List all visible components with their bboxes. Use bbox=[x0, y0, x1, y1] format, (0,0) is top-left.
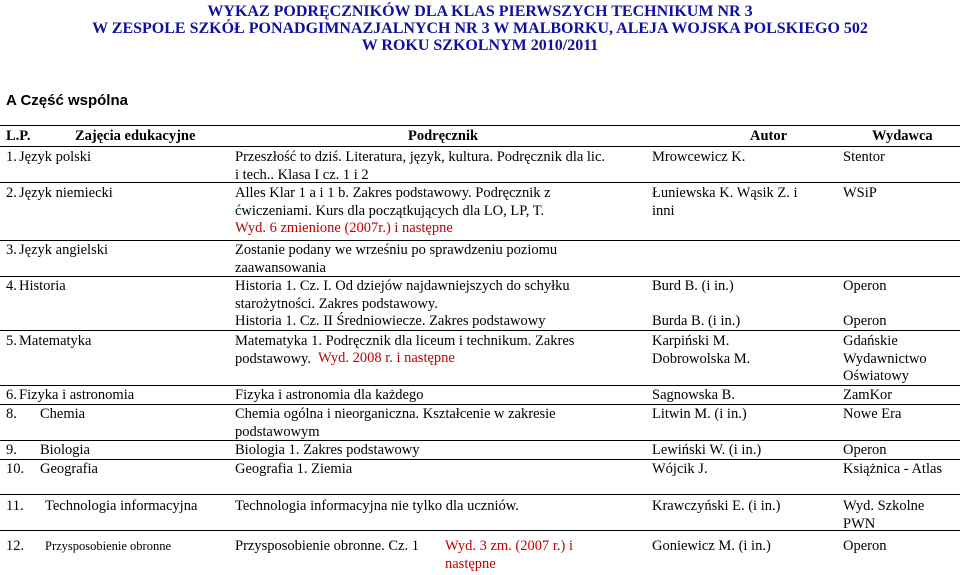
header-author: Autor bbox=[750, 128, 788, 144]
cell-book-edition: Wyd. 3 zm. (2007 r.) i następne bbox=[445, 538, 573, 572]
cell-subject: Przysposobienie obronne bbox=[45, 539, 172, 553]
cell-author: Litwin M. (i in.) bbox=[652, 406, 747, 422]
cell-publisher: Wyd. Szkolne PWN bbox=[843, 498, 925, 532]
table-rule bbox=[0, 530, 960, 531]
table-rule bbox=[0, 404, 960, 405]
cell-book-edition: Wyd. 2008 r. i następne bbox=[318, 350, 455, 366]
cell-author: Sagnowska B. bbox=[652, 387, 735, 403]
cell-author: Krawczyński E. (i in.) bbox=[652, 498, 781, 514]
cell-lp: 3. bbox=[6, 242, 17, 258]
cell-lp: 2. bbox=[6, 185, 17, 201]
cell-lp: 11. bbox=[6, 498, 24, 514]
cell-publisher: WSiP bbox=[843, 185, 877, 201]
cell-author: Goniewicz M. (i in.) bbox=[652, 538, 771, 554]
cell-publisher: Stentor bbox=[843, 149, 885, 165]
cell-author: Lewiński W. (i in.) bbox=[652, 442, 762, 458]
cell-subject: Historia bbox=[19, 278, 66, 294]
cell-book: Matematyka 1. Podręcznik dla liceum i technikum. Zakres podstawowy. bbox=[235, 333, 575, 367]
cell-book: Geografia 1. Ziemia bbox=[235, 461, 353, 477]
cell-subject: Język polski bbox=[19, 149, 92, 165]
cell-book: Chemia ogólna i nieorganiczna. Kształcenie w zakresie podstawowym bbox=[235, 406, 556, 440]
cell-book: Historia 1. Cz. I. Od dziejów najdawniejszych do schyłku starożytności. Zakres podstawowy. Historia 1. Cz. II Średniowiecze. Zakres podstawowy bbox=[235, 278, 570, 329]
cell-lp: 1. bbox=[6, 149, 17, 165]
cell-author: Łuniewska K. Wąsik Z. i inni bbox=[652, 185, 798, 219]
header-book: Podręcznik bbox=[408, 128, 479, 144]
cell-subject: Technologia informacyjna bbox=[45, 498, 198, 514]
cell-author: Mrowcewicz K. bbox=[652, 149, 746, 165]
cell-subject: Biologia bbox=[40, 442, 90, 458]
cell-publisher: Operon bbox=[843, 538, 887, 554]
cell-lp: 12. bbox=[6, 538, 25, 554]
cell-book: Przysposobienie obronne. Cz. 1 bbox=[235, 538, 420, 554]
cell-author: Karpiński M. Dobrowolska M. bbox=[652, 333, 751, 367]
cell-publisher: Operon Operon bbox=[843, 278, 887, 329]
cell-subject: Język angielski bbox=[19, 242, 108, 258]
table-rule bbox=[0, 459, 960, 460]
header-publisher: Wydawca bbox=[872, 128, 933, 144]
cell-publisher: Gdańskie Wydawnictwo Oświatowy bbox=[843, 333, 927, 384]
table-rule bbox=[0, 385, 960, 386]
cell-lp: 6. bbox=[6, 387, 17, 403]
document-title-line-1: WYKAZ PODRĘCZNIKÓW DLA KLAS PIERWSZYCH TECHNIKUM NR 3 bbox=[207, 3, 753, 20]
section-heading: A Część wspólna bbox=[6, 92, 128, 109]
cell-subject: Geografia bbox=[40, 461, 98, 477]
cell-book-edition: Wyd. 6 zmienione (2007r.) i następne bbox=[235, 220, 453, 236]
cell-author: Burd B. (i in.) Burda B. (i in.) bbox=[652, 278, 741, 329]
document-title-line-3: W ROKU SZKOLNYM 2010/2011 bbox=[361, 37, 599, 54]
cell-book: Alles Klar 1 a i 1 b. Zakres podstawowy. Podręcznik z ćwiczeniami. Kurs dla początkujących dla LO, LP, T. bbox=[235, 185, 551, 219]
cell-book: Zostanie podany we wrześniu po sprawdzeniu poziomu zaawansowania bbox=[235, 242, 558, 276]
header-lp: L.P. bbox=[6, 128, 31, 144]
cell-lp: 9. bbox=[6, 442, 17, 458]
cell-subject: Fizyka i astronomia bbox=[19, 387, 135, 403]
cell-publisher: Książnica - Atlas bbox=[843, 461, 943, 477]
cell-lp: 4. bbox=[6, 278, 17, 294]
cell-publisher: Operon bbox=[843, 442, 887, 458]
cell-subject: Chemia bbox=[40, 406, 86, 422]
cell-lp: 8. bbox=[6, 406, 17, 422]
cell-author: Wójcik J. bbox=[652, 461, 708, 477]
document-title-line-2: W ZESPOLE SZKÓŁ PONADGIMNAZJALNYCH NR 3 W MALBORKU, ALEJA WOJSKA POLSKIEGO 502 bbox=[92, 20, 868, 37]
table-rule bbox=[0, 494, 960, 495]
cell-publisher: ZamKor bbox=[843, 387, 893, 403]
cell-book: Technologia informacyjna nie tylko dla uczniów. bbox=[235, 498, 519, 514]
cell-book: Biologia 1. Zakres podstawowy bbox=[235, 442, 420, 458]
cell-publisher: Nowe Era bbox=[843, 406, 902, 422]
header-subject: Zajęcia edukacyjne bbox=[75, 128, 196, 144]
table-rule bbox=[0, 125, 960, 126]
table-rule bbox=[0, 240, 960, 241]
cell-book: Fizyka i astronomia dla każdego bbox=[235, 387, 424, 403]
cell-subject: Matematyka bbox=[19, 333, 92, 349]
cell-subject: Język niemiecki bbox=[19, 185, 113, 201]
cell-book: Przeszłość to dziś. Literatura, język, kultura. Podręcznik dla lic. i tech.. Klasa I cz. 1 i 2 bbox=[235, 149, 606, 183]
cell-lp: 10. bbox=[6, 461, 25, 477]
table-rule bbox=[0, 146, 960, 147]
cell-lp: 5. bbox=[6, 333, 17, 349]
